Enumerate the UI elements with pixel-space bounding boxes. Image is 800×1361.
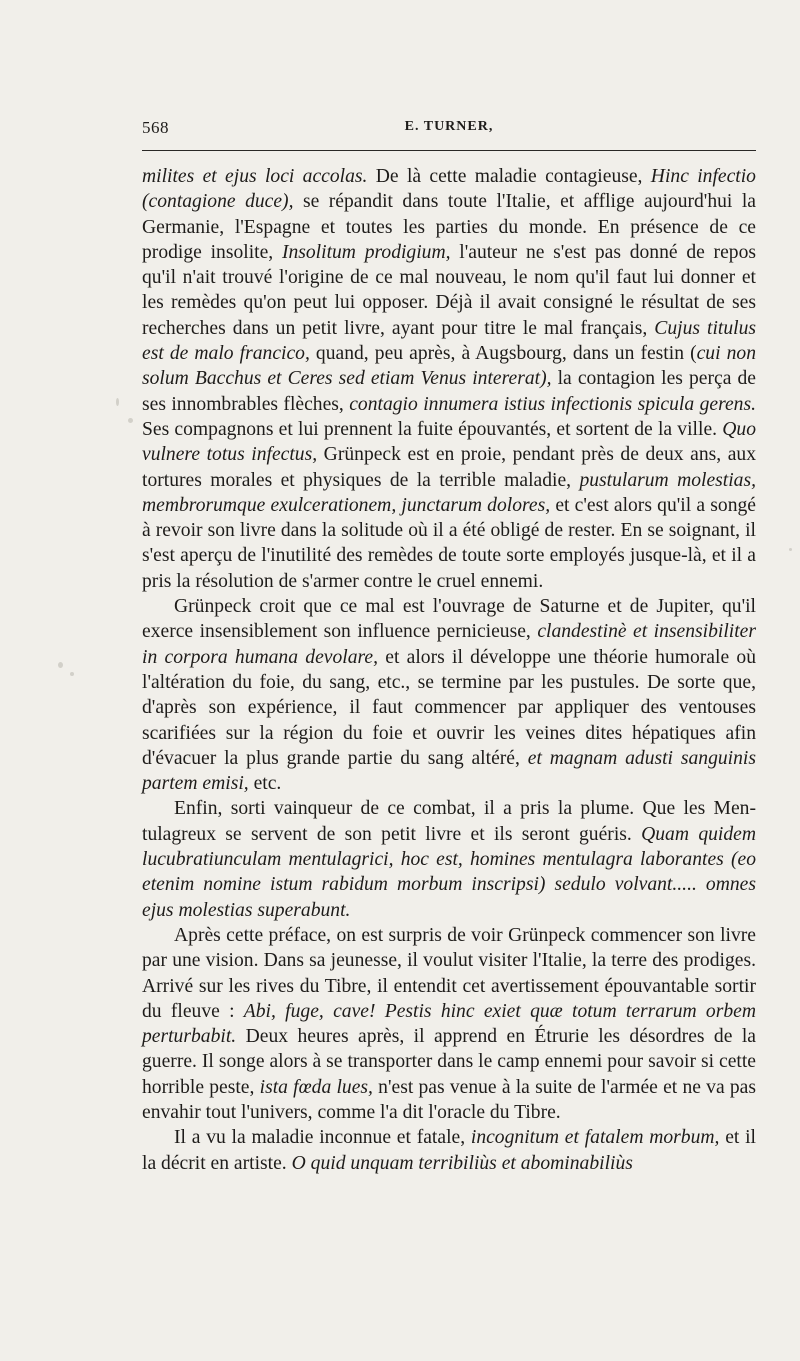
paragraph	[142, 923, 756, 1125]
italic-text-segment: et magnam adusti sanguinis partem emisi,	[142, 747, 756, 795]
italic-text-segment: Abi, fuge, cave! Pestis hinc exiet quæ totum terrarum orbem perturbabit.	[142, 1000, 756, 1048]
italic-text-segment: Insolitum prodigium,	[281, 241, 451, 263]
paragraph	[142, 1125, 756, 1176]
margin-mark	[70, 672, 74, 676]
margin-mark	[789, 548, 792, 551]
italic-text-segment: ista fœda lues,	[259, 1076, 373, 1098]
body-text	[142, 164, 756, 1176]
margin-mark	[58, 662, 63, 668]
italic-text-segment: milites et ejus loci accolas.	[142, 166, 368, 187]
text-segment: et il la décrit en artiste.	[142, 1127, 757, 1174]
text-segment: Ses compagnons et lui prennent la fuite épouvantés, et sortent de la ville.	[142, 418, 723, 440]
text-segment: Enfin, sorti vainqueur de ce combat, il a pris la plume. Que les Mentulagreux se servent de son petit livre et ils seront guéris.	[142, 798, 756, 845]
text-segment: se répandit dans toute l'Italie, et afflige aujourd'hui la Germanie, l'Espagne et toutes les parties du monde. En présence de ce prodige insolite,	[142, 191, 756, 263]
italic-text-segment: Hinc infectio (contagione duce),	[142, 166, 756, 213]
italic-text-segment: Quo vulnere totus infectus,	[142, 418, 756, 466]
paragraph	[142, 796, 756, 922]
running-head: E. TURNER,	[404, 119, 494, 134]
text-segment: et alors il développe une théorie humorale où l'altération du foie, du sang, etc., se termine par les pustules. De sorte que, d'après son expérience, il faut commencer par appliquer des ventouses scarifiées sur la région du foie et ouvrir les veines dites hépatiques afin d'évacuer la plus grande partie du sang altéré,	[142, 646, 756, 769]
text-segment: Grünpeck croit que ce mal est l'ouvrage de Saturne et de Jupiter, qu'il exerce insensiblement son influence pernicieuse,	[142, 596, 756, 643]
italic-text-segment: contagio innumera istius infectionis spicula gerens.	[349, 393, 756, 415]
italic-text-segment: Quam quidem lucubratiunculam mentulagrici, hoc est, homines mentulagra laborantes (eo etenim nomine istum rabidum morbum inscripsi) sedulo volvant..... omnes ejus molestias superabunt.	[142, 823, 756, 921]
italic-text-segment: O quid unquam terribiliùs et abominabiliùs	[291, 1152, 633, 1174]
margin-mark	[128, 418, 133, 423]
italic-text-segment: incognitum et fatalem morbum,	[470, 1127, 720, 1149]
text-segment: De là cette maladie contagieuse,	[367, 166, 651, 187]
paragraph	[142, 594, 756, 796]
text-segment: la contagion les perça de ses innombrables flèches,	[142, 368, 756, 415]
text-segment: Il a vu la maladie inconnue et fatale,	[174, 1127, 471, 1149]
italic-text-segment: Cujus titulus est de malo francico,	[142, 317, 756, 365]
text-segment: Deux heures après, il apprend en Étrurie les désordres de la guerre. Il songe alors à se transporter dans le camp ennemi pour savoir si cette horrible peste,	[142, 1026, 756, 1098]
margin-mark	[116, 398, 119, 406]
text-segment: Grünpeck est en proie, pendant près de deux ans, aux tortures morales et physiques de la terrible maladie,	[142, 444, 756, 491]
text-segment: et c'est alors qu'il a songé à revoir son livre dans la solitude où il a été obligé de rester. En se soignant, il s'est aperçu de l'inutilité des remèdes de toute sorte employés jusque-là, et il a pris la résolution de s'armer contre le cruel ennemi.	[142, 494, 756, 592]
text-segment: quand, peu après, à Augsbourg, dans un festin (	[309, 343, 697, 365]
header-rule	[142, 150, 756, 151]
page-header	[142, 118, 756, 142]
text-segment: etc.	[248, 773, 282, 795]
italic-text-segment: clandestinè et insensibiliter in corpora humana devolare,	[142, 621, 756, 668]
text-segment: n'est pas venue à la suite de l'armée et ne va pas envahir tout l'univers, comme l'a dit l'oracle du Tibre.	[142, 1076, 756, 1123]
italic-text-segment: pustularum molestias, membrorumque exulcerationem, junctarum dolores,	[142, 469, 756, 516]
text-segment: Après cette préface, on est surpris de voir Grünpeck commencer son livre par une vision. Dans sa jeunesse, il voulut visiter l'Italie, la terre des prodiges. Arrivé sur les rives du Tibre, il entendit cet avertissement épouvantable sortir du fleuve :	[142, 924, 756, 1022]
paragraph	[142, 164, 756, 594]
page-number: 568	[142, 118, 169, 137]
text-segment: l'auteur ne s'est pas donné de repos qu'il n'ait trouvé l'origine de ce mal nouveau, le nom qu'il faut lui donner et les remèdes qu'on peut lui opposer. Déjà il avait consigné le résultat de ses recherches dans un petit livre, ayant pour titre le mal français,	[142, 241, 756, 339]
italic-text-segment: cui non solum Bacchus et Ceres sed etiam Venus intererat),	[142, 343, 756, 390]
